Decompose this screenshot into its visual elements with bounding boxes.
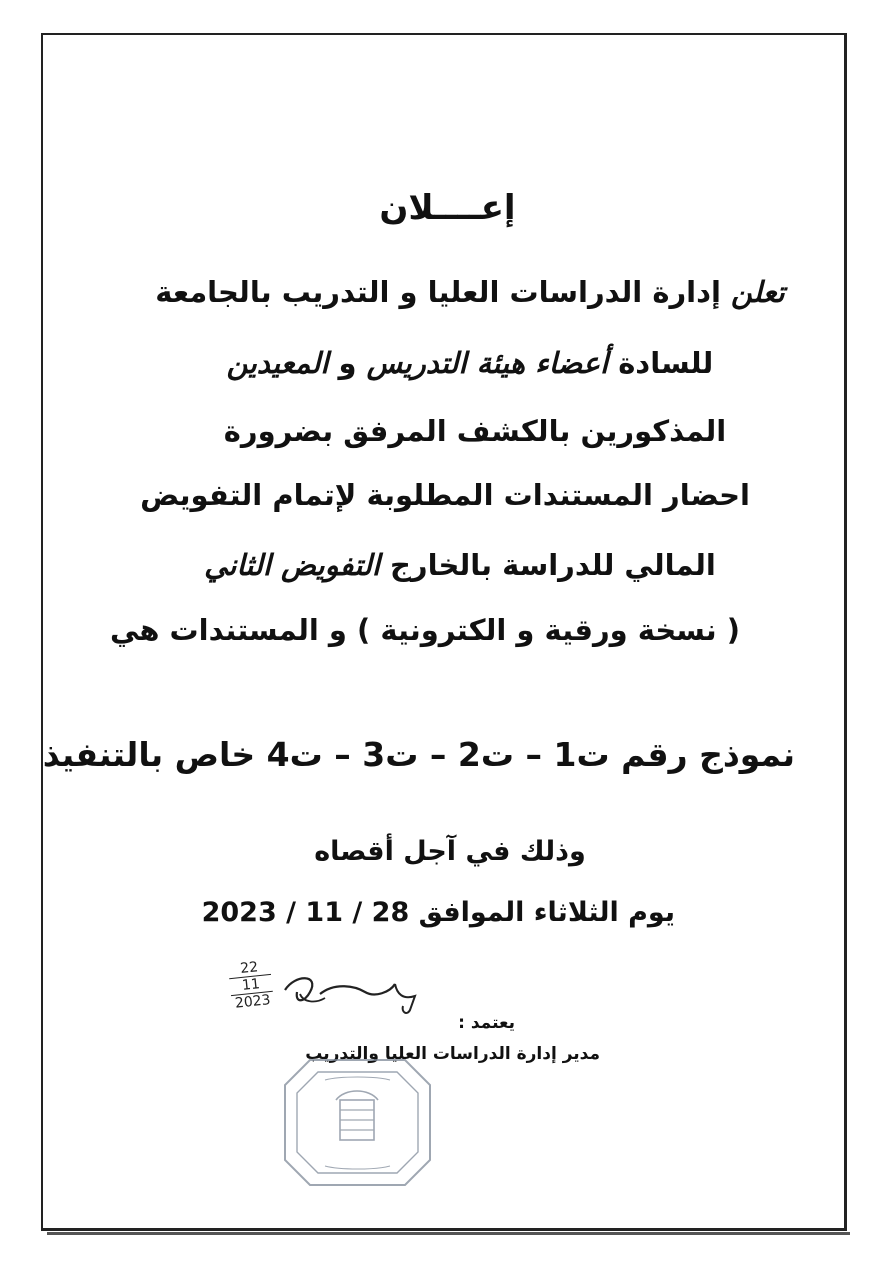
line-addressees-and: و [328, 346, 367, 380]
signature-date-month: 11 [229, 975, 273, 996]
line-addressees-start: للسادة [608, 346, 714, 380]
line-forms: نموذج رقم ت1 – ت2 – ت3 – ت4 خاص بالتنفيذ [42, 735, 795, 774]
page-frame-shadow [47, 1232, 850, 1235]
announcement-title: إعــــلان [379, 188, 516, 228]
signature-date-year: 2023 [234, 992, 272, 1012]
signature-date-day: 22 [228, 958, 272, 979]
director-title: مدير إدارة الدراسات العليا والتدريب [305, 1044, 600, 1064]
line-deadline-date: يوم الثلاثاء الموافق 28 / 11 / 2023 [201, 897, 675, 928]
line-addressees [195, 346, 745, 380]
line-documents-required: احضار المستندات المطلوبة لإتمام التفويض [140, 478, 750, 512]
line-addressees-faculty: أعضاء هيئة التدريس [366, 346, 609, 380]
line-financial-start: المالي للدراسة بالخارج [379, 548, 716, 582]
line-second-delegation: التفويض الثاني [204, 548, 380, 582]
approved-label: يعتمد : [458, 1013, 515, 1033]
line-financial-delegation [185, 548, 735, 582]
line-deadline-label: وذلك في آجل أقصاه [314, 836, 586, 867]
line-announces-text: إدارة الدراسات العليا و التدريب بالجامعة [155, 275, 732, 309]
line-copies: ( نسخة ورقية و الكترونية ) و المستندات هي [110, 613, 740, 647]
line-mentioned: المذكورين بالكشف المرفق بضرورة [223, 414, 727, 448]
handwritten-signature [225, 962, 425, 1037]
line-addressees-assistants: المعيدين [226, 346, 329, 380]
line-announces-emphasis: تعلن [731, 275, 785, 309]
line-announces [140, 275, 800, 309]
official-stamp [270, 1040, 445, 1200]
